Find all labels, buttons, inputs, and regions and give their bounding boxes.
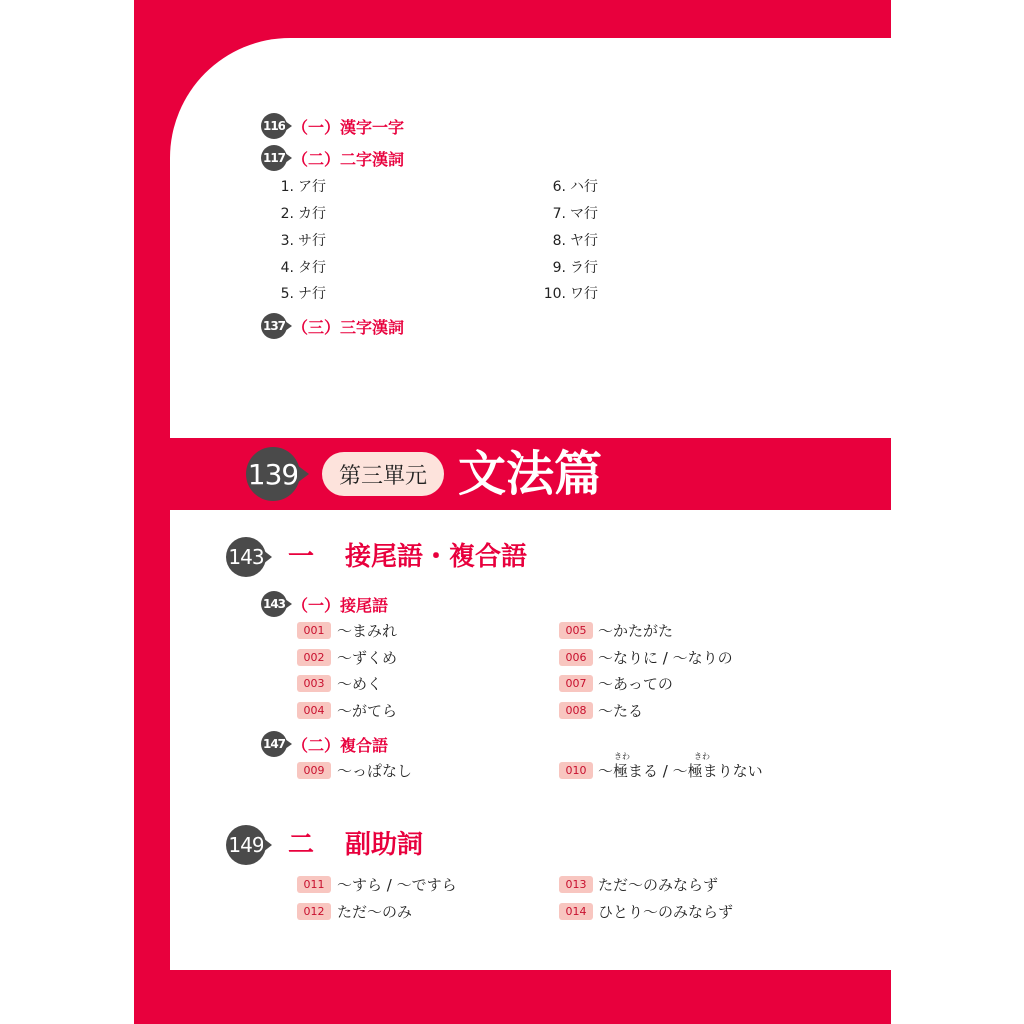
badge-arrow-icon <box>285 153 292 163</box>
page-number: 143 <box>226 537 266 577</box>
entry-code: 006 <box>559 649 593 666</box>
entry-code: 004 <box>297 702 331 719</box>
entry-text[interactable]: ただ～のみならず <box>598 876 719 894</box>
badge-arrow-icon <box>297 465 309 483</box>
page-badge <box>261 145 292 171</box>
entry-code: 007 <box>559 675 593 692</box>
badge-arrow-icon <box>285 739 292 749</box>
list-item[interactable] <box>268 230 326 250</box>
entry-text[interactable]: ～極まる / ～極まりない <box>598 762 763 780</box>
item-number: 1. <box>280 179 294 195</box>
entry-code: 012 <box>297 903 331 920</box>
unit-title[interactable]: 文法篇 <box>458 446 603 502</box>
page-number: 116 <box>261 113 287 139</box>
item-label: ヤ行 <box>570 233 598 249</box>
page-badge <box>226 825 272 865</box>
item-label: ワ行 <box>570 286 598 302</box>
entry-text[interactable]: ～あっての <box>598 675 673 693</box>
entry-code: 008 <box>559 702 593 719</box>
chapter-title[interactable]: 副助詞 <box>345 830 424 860</box>
list-item[interactable] <box>268 176 326 196</box>
page-badge <box>226 537 272 577</box>
chapter-number: 一 <box>288 542 315 572</box>
list-item[interactable] <box>540 203 598 223</box>
item-number: 6. <box>552 179 566 195</box>
badge-arrow-icon <box>263 550 272 564</box>
entry-text[interactable]: ～めく <box>337 675 383 693</box>
list-item[interactable] <box>268 257 326 277</box>
entry-code: 005 <box>559 622 593 639</box>
chapter-number: 二 <box>288 830 315 860</box>
entry-code: 011 <box>297 876 331 893</box>
entry-code: 010 <box>559 762 593 779</box>
item-number: 8. <box>552 233 566 249</box>
entry-code: 003 <box>297 675 331 692</box>
unit-label: 第三單元 <box>322 452 444 496</box>
subsection-title[interactable]: （二）複合語 <box>292 736 389 755</box>
badge-arrow-icon <box>285 121 292 131</box>
item-label: マ行 <box>570 206 598 222</box>
entry-text[interactable]: ～ずくめ <box>337 649 398 667</box>
item-label: ハ行 <box>570 179 598 195</box>
entry-text[interactable]: ～っぱなし <box>337 762 413 780</box>
entry-code: 002 <box>297 649 331 666</box>
item-number: 10. <box>543 286 566 302</box>
item-number: 3. <box>280 233 294 249</box>
entry-text[interactable]: ～かたがた <box>598 622 674 640</box>
page-badge <box>261 113 292 139</box>
page-badge <box>246 447 309 501</box>
page-number: 117 <box>261 145 287 171</box>
item-number: 4. <box>280 260 294 276</box>
subsection-title[interactable]: （二）二字漢詞 <box>292 150 405 169</box>
item-number: 9. <box>552 260 566 276</box>
entry-code: 014 <box>559 903 593 920</box>
badge-arrow-icon <box>263 838 272 852</box>
badge-arrow-icon <box>285 599 292 609</box>
page-badge <box>261 731 292 757</box>
entry-text[interactable]: ～がてら <box>337 702 398 720</box>
badge-arrow-icon <box>285 321 292 331</box>
item-label: サ行 <box>298 233 326 249</box>
page-number: 149 <box>226 825 266 865</box>
subsection-title[interactable]: （三）三字漢詞 <box>292 318 405 337</box>
page-number: 137 <box>261 313 287 339</box>
list-item[interactable] <box>268 203 326 223</box>
entry-text[interactable]: ～まみれ <box>337 622 398 640</box>
item-label: カ行 <box>298 206 326 222</box>
entry-text[interactable]: ～たる <box>598 702 644 720</box>
entry-code: 013 <box>559 876 593 893</box>
list-item[interactable] <box>540 257 598 277</box>
chapter-title[interactable]: 接尾語・複合語 <box>345 542 528 572</box>
entry-text[interactable]: ～すら / ～ですら <box>337 876 457 894</box>
item-number: 2. <box>280 206 294 222</box>
page-badge <box>261 313 292 339</box>
subsection-title[interactable]: （一）接尾語 <box>292 596 389 615</box>
item-number: 7. <box>552 206 566 222</box>
ruby-reading: きわ <box>694 752 710 761</box>
page-number: 139 <box>246 447 300 501</box>
list-item[interactable] <box>540 176 598 196</box>
entry-text[interactable]: ～なりに / ～なりの <box>598 649 733 667</box>
item-number: 5. <box>280 286 294 302</box>
item-label: タ行 <box>298 260 326 276</box>
entry-code: 009 <box>297 762 331 779</box>
page-badge <box>261 591 292 617</box>
list-item[interactable] <box>268 283 326 303</box>
entry-code: 001 <box>297 622 331 639</box>
page-number: 143 <box>261 591 287 617</box>
entry-text[interactable]: ただ～のみ <box>337 903 413 921</box>
item-label: ラ行 <box>570 260 598 276</box>
entry-text[interactable]: ひとり～のみならず <box>598 903 734 921</box>
item-label: ナ行 <box>298 286 326 302</box>
item-label: ア行 <box>298 179 326 195</box>
ruby-reading: きわ <box>614 752 630 761</box>
list-item[interactable] <box>540 283 598 303</box>
page-number: 147 <box>261 731 287 757</box>
list-item[interactable] <box>540 230 598 250</box>
subsection-title[interactable]: （一）漢字一字 <box>292 118 405 137</box>
